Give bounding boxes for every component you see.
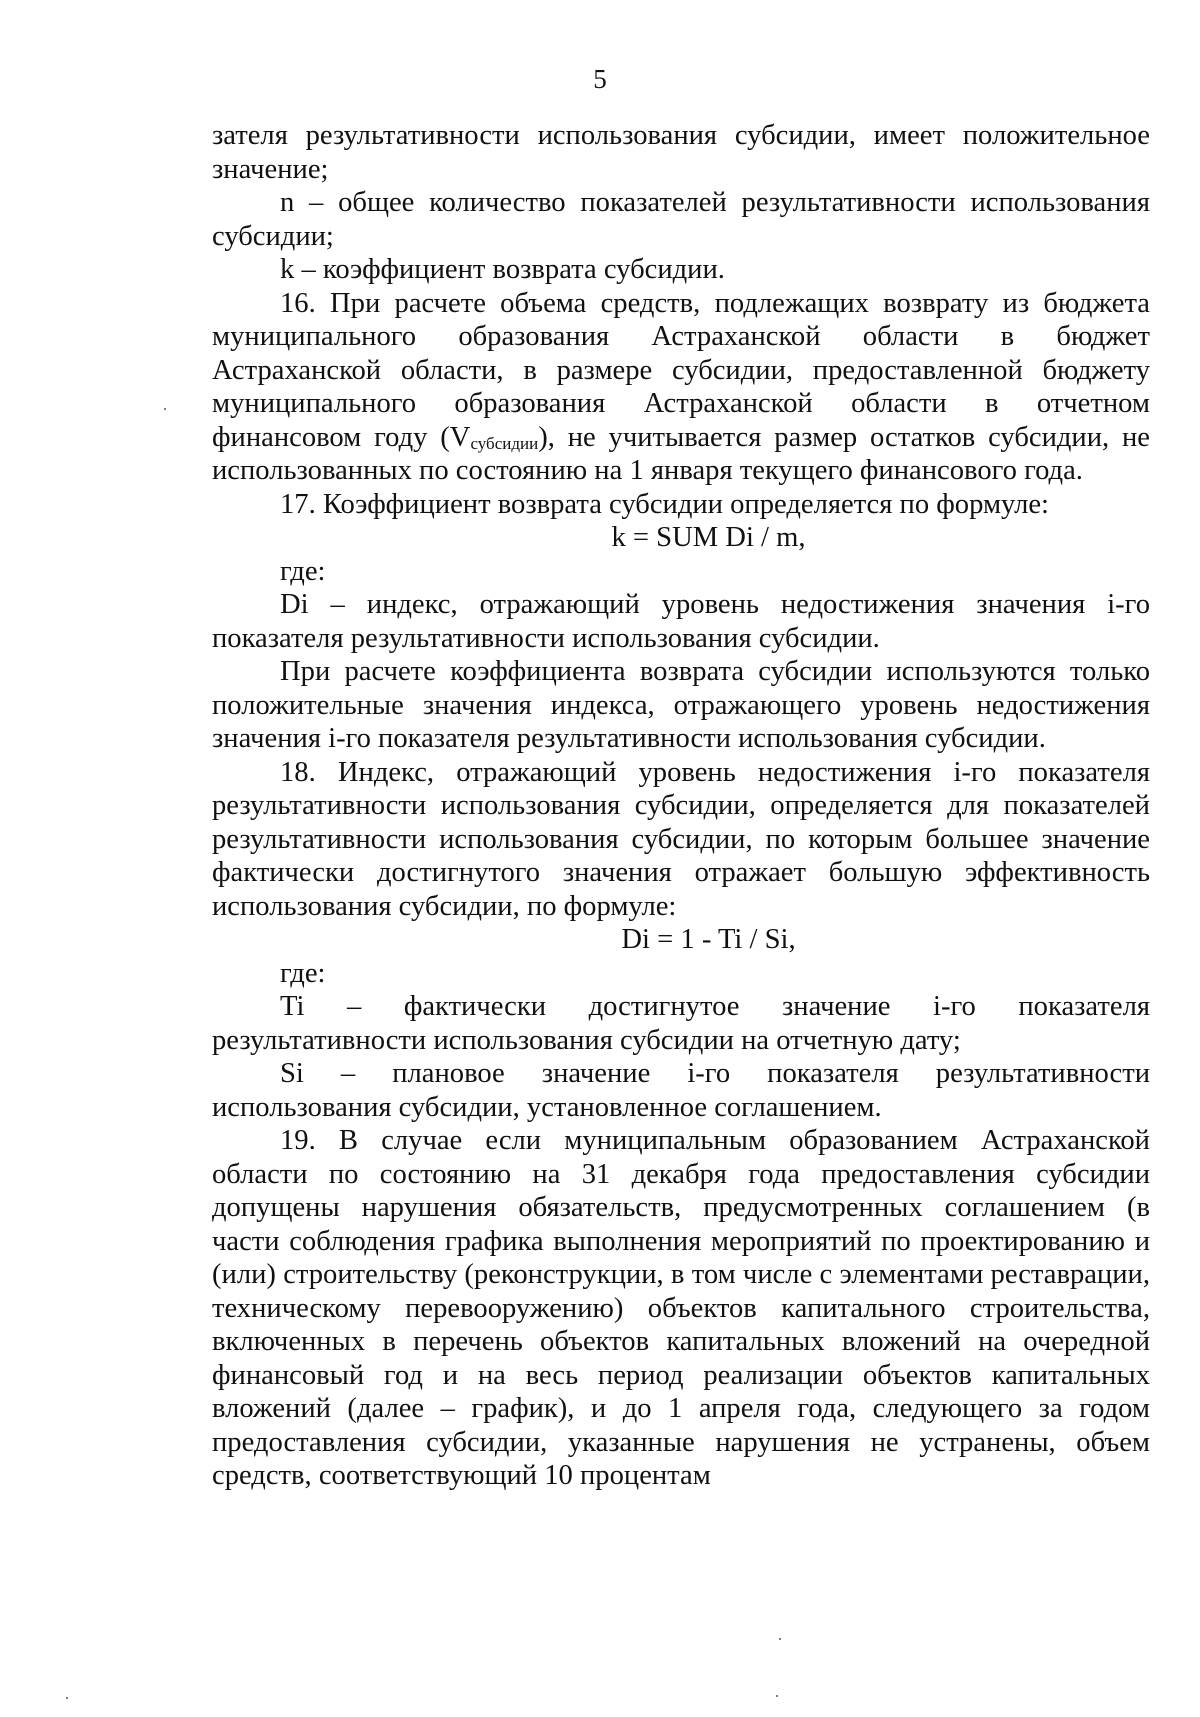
document-body	[212, 119, 1150, 1493]
formula-k: k = SUM Di / m,	[611, 522, 806, 553]
scan-speck	[66, 1697, 68, 1699]
definition-si: Si – плановое значение i-го показателя результативности использования субсидии, установленное соглашением.	[212, 1058, 1150, 1123]
clause-16-text-after: ), не учитывается размер остатков субсидии, не использованных по состоянию на 1 января текущего финансового года.	[212, 421, 1150, 486]
clause-19: 19. В случае если муниципальным образованием Астраханской области по состоянию на 31 декабря года предоставления субсидии допущены нарушения обязательств, предусмотренных соглашением (в части соблюдения графика выполнения мероприятий по проектированию и (или) строительству (реконструкции, в том числе с элементами реставрации, техническому перевооружению) объектов капитального строительства, включенных в перечень объектов капитальных вложений на очередной финансовый год и на весь период реализации объектов капитальных вложений (далее – график), и до 1 апреля года, следующего за годом предоставления субсидии, указанные нарушения не устранены, объем средств, соответствующий 10 процентам	[212, 1125, 1150, 1491]
formula-di: Di = 1 - Ti / Si,	[621, 924, 796, 955]
clause-18: 18. Индекс, отражающий уровень недостижения i-го показателя результативности использования субсидии, определяется для показателей результативности использования субсидии, по которым большее значение фактически достигнутого значения отражает большую эффективность использования субсидии, по формуле:	[212, 756, 1150, 922]
paragraph-continuation: зателя результативности использования субсидии, имеет положительное значение;	[212, 120, 1150, 185]
clause-17: 17. Коэффициент возврата субсидии определяется по формуле:	[280, 488, 1050, 520]
definition-di: Di – индекс, отражающий уровень недостижения значения i-го показателя результативности использования субсидии.	[212, 589, 1150, 654]
clause-16-text-before: 16. При расчете объема средств, подлежащих возврату из бюджета муниципального образования Астраханской области в бюджет Астраханской области, в размере субсидии, предоставленной бюджету муниципального образования Астраханской области в отчетном финансовом году (V	[212, 287, 1150, 453]
clause-16-subscript: субсидии	[470, 433, 539, 453]
where-label-2: где:	[280, 957, 326, 989]
definition-ti: Ti – фактически достигнутое значение i-го показателя результативности использования субсидии на отчетную дату;	[212, 991, 1150, 1056]
clause-16	[212, 287, 1150, 488]
definition-n: n – общее количество показателей результативности использования субсидии;	[212, 187, 1150, 252]
page-number: 5	[593, 64, 607, 94]
where-label-1: где:	[280, 555, 326, 587]
paragraph-positive-values: При расчете коэффициента возврата субсидии используются только положительные значения индекса, отражающего уровень недостижения значения i-го показателя результативности использования субсидии.	[212, 656, 1150, 754]
definition-k: k – коэффициент возврата субсидии.	[280, 254, 725, 285]
scan-speck	[779, 1638, 781, 1640]
scan-speck	[164, 408, 166, 410]
scan-speck	[776, 1695, 778, 1697]
